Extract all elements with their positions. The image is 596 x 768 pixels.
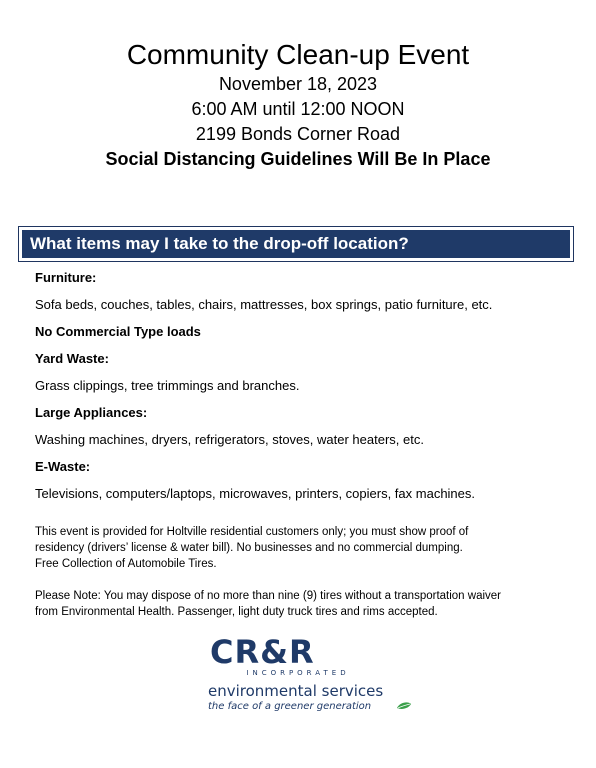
category-furniture: Furniture: [35, 270, 97, 285]
description-e-waste: Televisions, computers/laptops, microwaves, printers, copiers, fax machines. [35, 486, 476, 501]
logo-division: environmental services [208, 682, 384, 700]
category-large-appliances: Large Appliances: [35, 405, 148, 420]
distancing-notice: Social Distancing Guidelines Will Be In Place [105, 149, 491, 169]
eligibility-line: This event is provided for Holtville residential customers only; you must show proof of [35, 526, 469, 538]
event-time: 6:00 AM until 12:00 NOON [191, 99, 405, 119]
event-notes [35, 524, 565, 620]
tire-note-line: Please Note: You may dispose of no more than nine (9) tires without a transportation waiver [35, 590, 502, 602]
description-large-appliances: Washing machines, dryers, refrigerators, stoves, water heaters, etc. [35, 432, 424, 447]
banner-heading: What items may I take to the drop-off location? [22, 230, 570, 258]
accepted-items-list [35, 270, 565, 513]
category-yard-waste: Yard Waste: [35, 351, 109, 366]
logo-wordmark: CR&R [210, 633, 315, 671]
description-furniture: Sofa beds, couches, tables, chairs, mattresses, box springs, patio furniture, etc. [35, 297, 493, 312]
event-title: Community Clean-up Event [126, 39, 470, 70]
event-header [0, 38, 596, 172]
logo-incorporated: INCORPORATED [246, 669, 350, 677]
leaf-icon [396, 701, 412, 711]
no-commercial-note: No Commercial Type loads [35, 324, 201, 339]
items-banner [18, 226, 574, 262]
spacer [35, 572, 565, 588]
tire-note-line: from Environmental Health. Passenger, light duty truck tires and rims accepted. [35, 606, 438, 618]
eligibility-line: Free Collection of Automobile Tires. [35, 558, 217, 570]
logo-tagline: the face of a greener generation [208, 701, 372, 712]
description-yard-waste: Grass clippings, tree trimmings and branches. [35, 378, 300, 393]
event-address: 2199 Bonds Corner Road [195, 124, 401, 144]
eligibility-line: residency (drivers’ license & water bill). No businesses and no commercial dumping. [35, 542, 463, 554]
category-e-waste: E-Waste: [35, 459, 91, 474]
crr-logo [206, 633, 406, 716]
event-date: November 18, 2023 [218, 74, 378, 94]
